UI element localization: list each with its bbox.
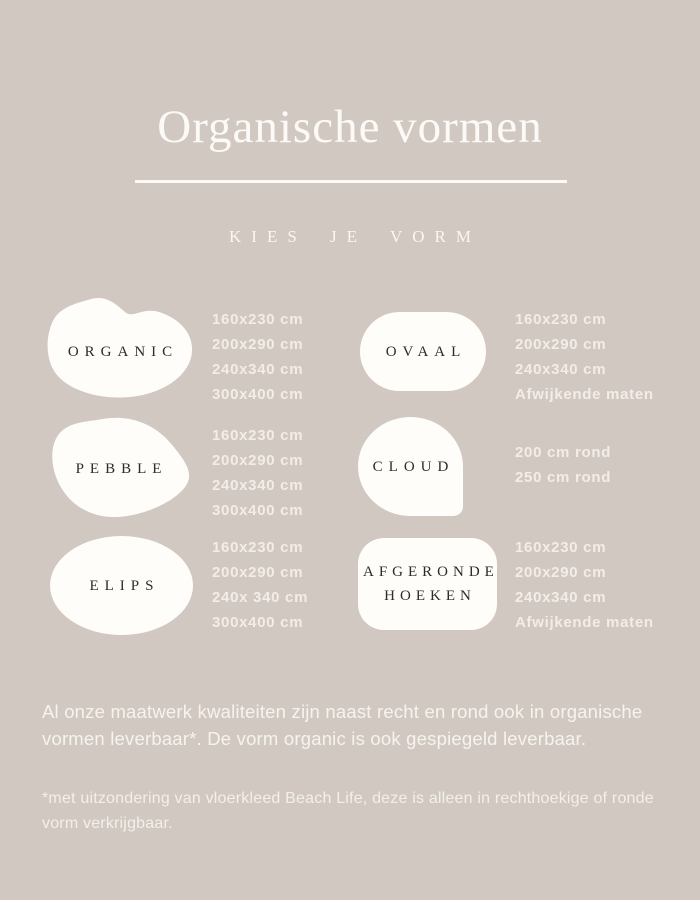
size-item: 300x400 cm (212, 614, 304, 631)
shape-label-organic: ORGANIC (67, 343, 179, 360)
size-list-elips (212, 535, 308, 635)
shape-label-line: AFGERONDE (363, 564, 499, 580)
size-item: 200x290 cm (515, 564, 607, 581)
shape-label-cloud: CLOUD (372, 458, 455, 475)
size-item: 300x400 cm (212, 386, 304, 403)
size-item: 240x340 cm (212, 477, 304, 494)
size-list-ovaal (515, 307, 654, 407)
shape-card-organic (45, 295, 195, 398)
size-item: 200x290 cm (212, 336, 304, 353)
shape-card-afgeronde-hoeken (358, 538, 497, 630)
footnote: *met uitzondering van vloerkleed Beach Life, deze is alleen in rechthoekige of ronde vorm verkrijgbaar. (42, 790, 654, 832)
shape-card-elips (50, 536, 193, 635)
shape-label-afgeronde-hoeken (358, 560, 497, 608)
size-item: 200 cm rond (515, 444, 612, 461)
size-item: 240x340 cm (212, 361, 304, 378)
size-item: 240x340 cm (515, 361, 607, 378)
size-item: 200x290 cm (212, 452, 304, 469)
size-list-pebble (212, 423, 303, 523)
shape-label-line: HOEKEN (384, 588, 476, 604)
size-item: Afwijkende maten (515, 614, 654, 631)
size-item: 200x290 cm (515, 336, 607, 353)
shape-card-cloud (358, 417, 463, 516)
size-item: 160x230 cm (515, 539, 607, 556)
shape-label-ovaal: OVAAL (385, 343, 467, 360)
size-item: 160x230 cm (212, 539, 304, 556)
size-list-organic (212, 307, 303, 407)
size-item: 240x340 cm (515, 589, 607, 606)
shape-label-elips: ELIPS (89, 577, 160, 594)
size-list-cloud (515, 440, 611, 490)
size-item: 160x230 cm (515, 311, 607, 328)
size-list-afgeronde-hoeken (515, 535, 654, 635)
shape-card-pebble (45, 416, 192, 519)
size-item: 160x230 cm (212, 427, 304, 444)
shape-label-pebble: PEBBLE (75, 460, 168, 477)
size-item: 250 cm rond (515, 469, 612, 486)
size-item: 160x230 cm (212, 311, 304, 328)
subtitle-kies-je-vorm: KIES JE VORM (229, 227, 481, 246)
shape-card-ovaal (360, 312, 486, 391)
size-item: Afwijkende maten (515, 386, 654, 403)
size-item: 200x290 cm (212, 564, 304, 581)
title-divider (135, 180, 567, 183)
size-item: 240x 340 cm (212, 589, 309, 606)
footer-paragraph: Al onze maatwerk kwaliteiten zijn naast recht en rond ook in organische vormen leverbaar*. De vorm organic is ook gespiegeld leverbaar. (42, 701, 643, 749)
page-title: Organische vormen (157, 101, 543, 153)
size-item: 300x400 cm (212, 502, 304, 519)
